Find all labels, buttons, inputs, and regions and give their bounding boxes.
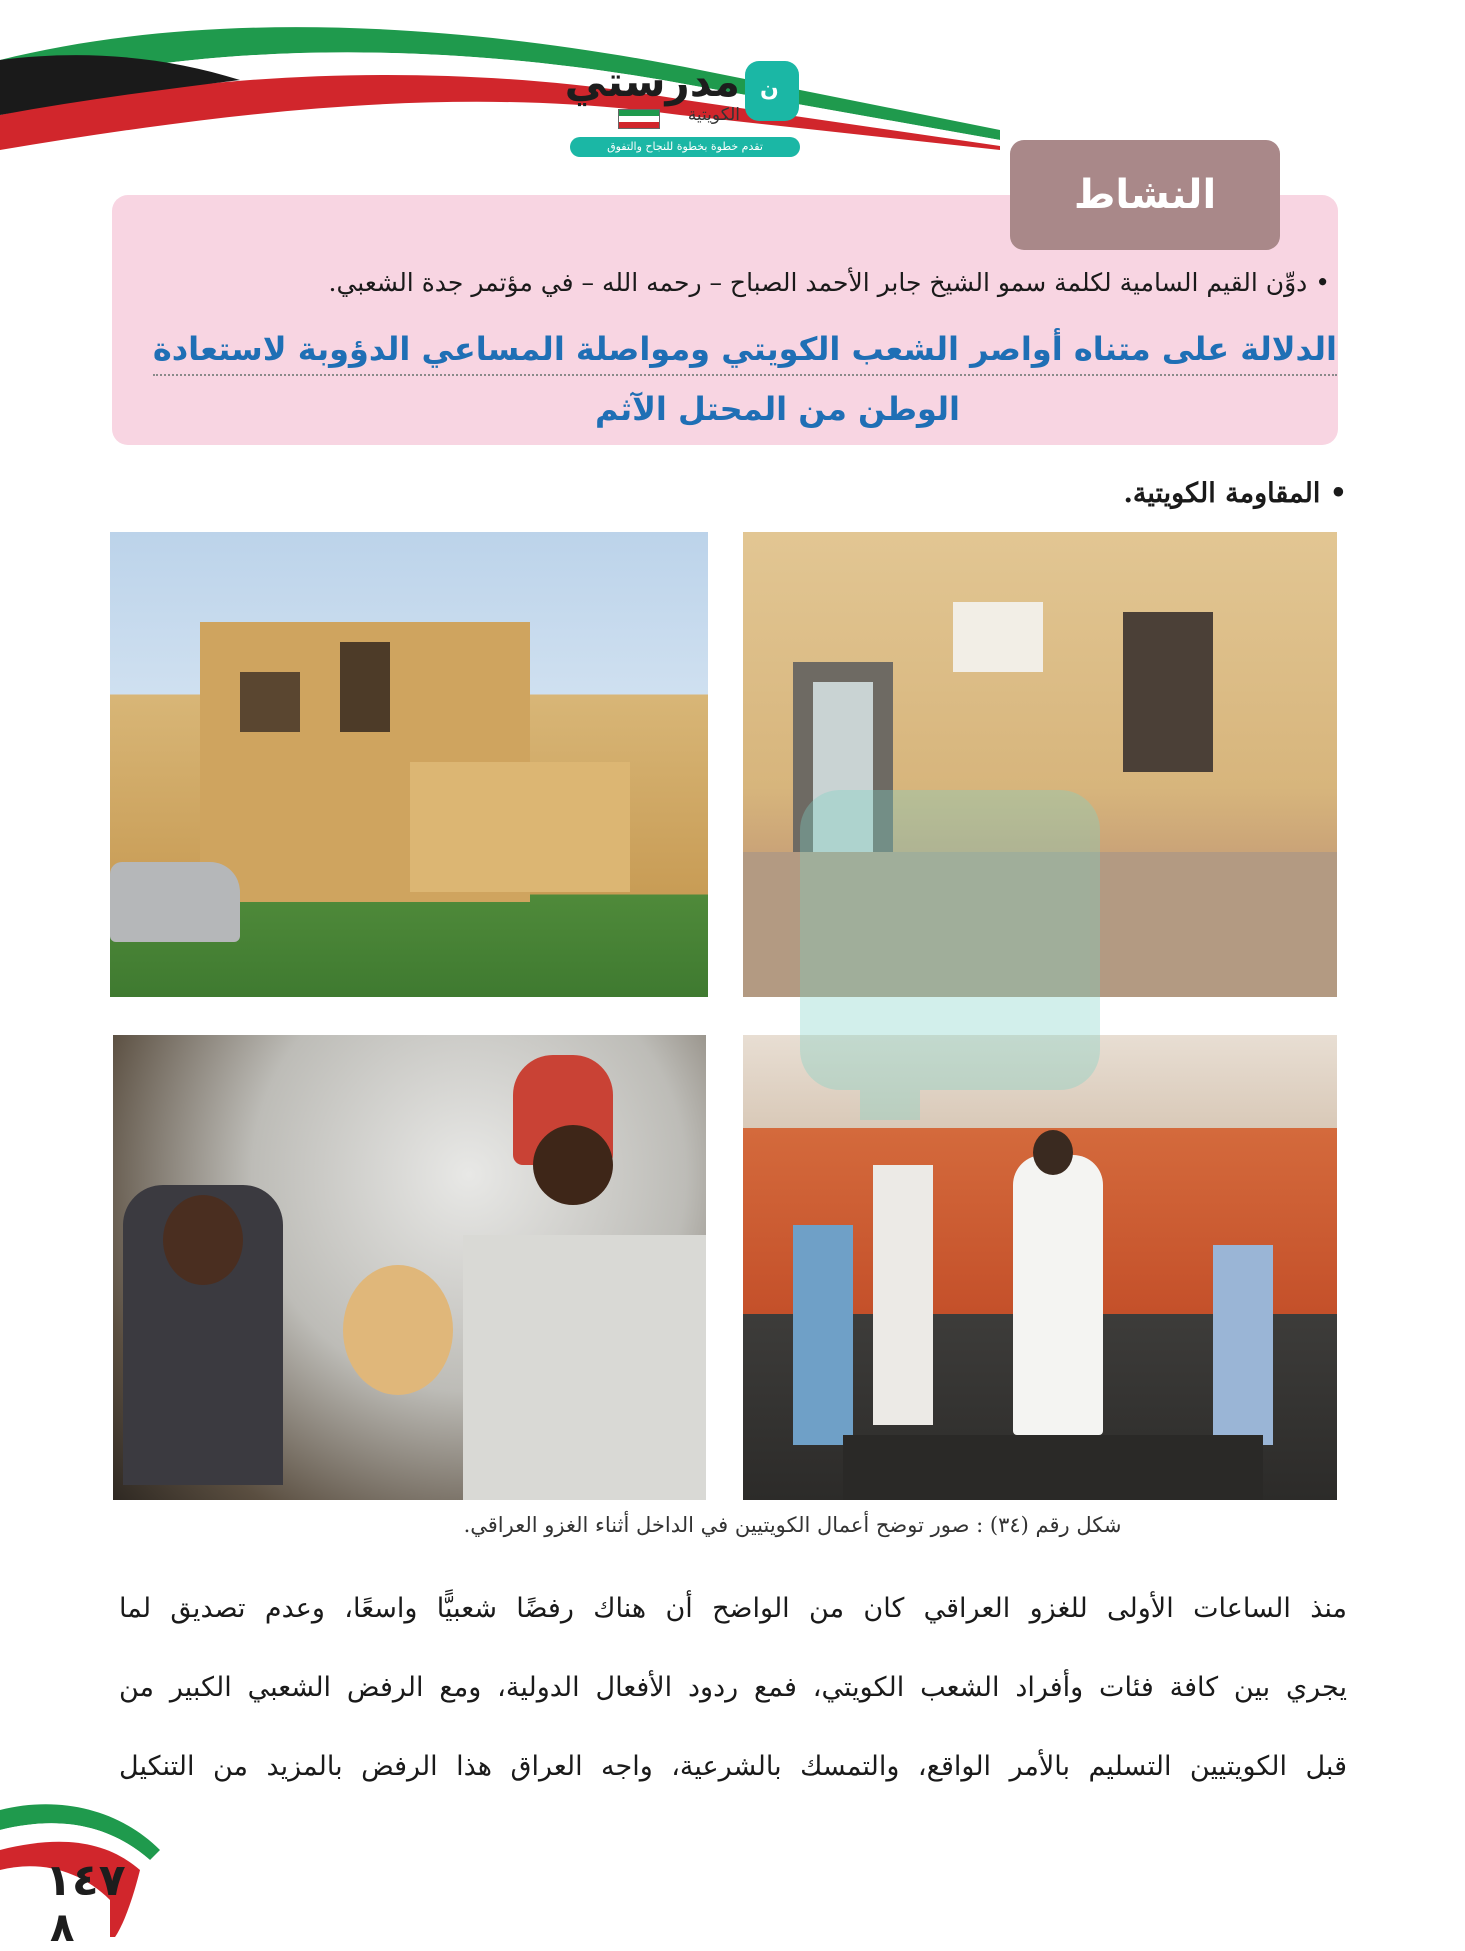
watermark-logo [800, 790, 1100, 1120]
activity-answer-line-2: الوطن من المحتل الآثم [594, 390, 961, 428]
body-text-line-3: قبل الكويتيين التسليم بالأمر الواقع، والتمسك بالشرعية، واجه العراق هذا الرفض بالمزيد من التنكيل [119, 1751, 1347, 1782]
flag-swoosh-decoration [0, 0, 1000, 160]
smile-icon: ن [760, 77, 779, 102]
page-number-partial: ٨ [50, 1905, 75, 1951]
figure-caption: شكل رقم (٣٤) : صور توضح أعمال الكويتيين في الداخل أثناء الغزو العراقي. [463, 1513, 1122, 1537]
section-heading: • المقاومة الكويتية. [1123, 478, 1347, 509]
logo-tagline: تقدم خطوة بخطوة للنجاح والتفوق [570, 137, 800, 157]
site-logo [564, 55, 810, 155]
logo-title: مدرستي [564, 57, 740, 106]
body-text-line-1: منذ الساعات الأولى للغزو العراقي كان من الواضح أن هناك رفضًا شعبيًّا واسعًا، وعدم تصديق لما [119, 1593, 1347, 1624]
activity-answer-line-1: الدلالة على متناه أواصر الشعب الكويتي ومواصلة المساعي الدؤوبة لاستعادة [153, 330, 1337, 376]
kuwait-flag-icon [618, 109, 660, 129]
photo-bread-distribution [113, 1035, 706, 1500]
page-number: ١٤٧ [45, 1855, 126, 1906]
body-text-line-2: يجري بين كافة فئات وأفراد الشعب الكويتي، فمع ردود الأفعال الدولية، ومع الرفض الشعبي الكبير من [119, 1672, 1347, 1703]
activity-prompt: • دوِّن القيم السامية لكلمة سمو الشيخ جابر الأحمد الصباح – رحمه الله – في مؤتمر جدة الشعبي. [328, 268, 1330, 297]
activity-title: النشاط [1010, 140, 1280, 250]
photo-damaged-building [110, 532, 708, 997]
logo-subtitle: الكويتية [687, 105, 740, 125]
